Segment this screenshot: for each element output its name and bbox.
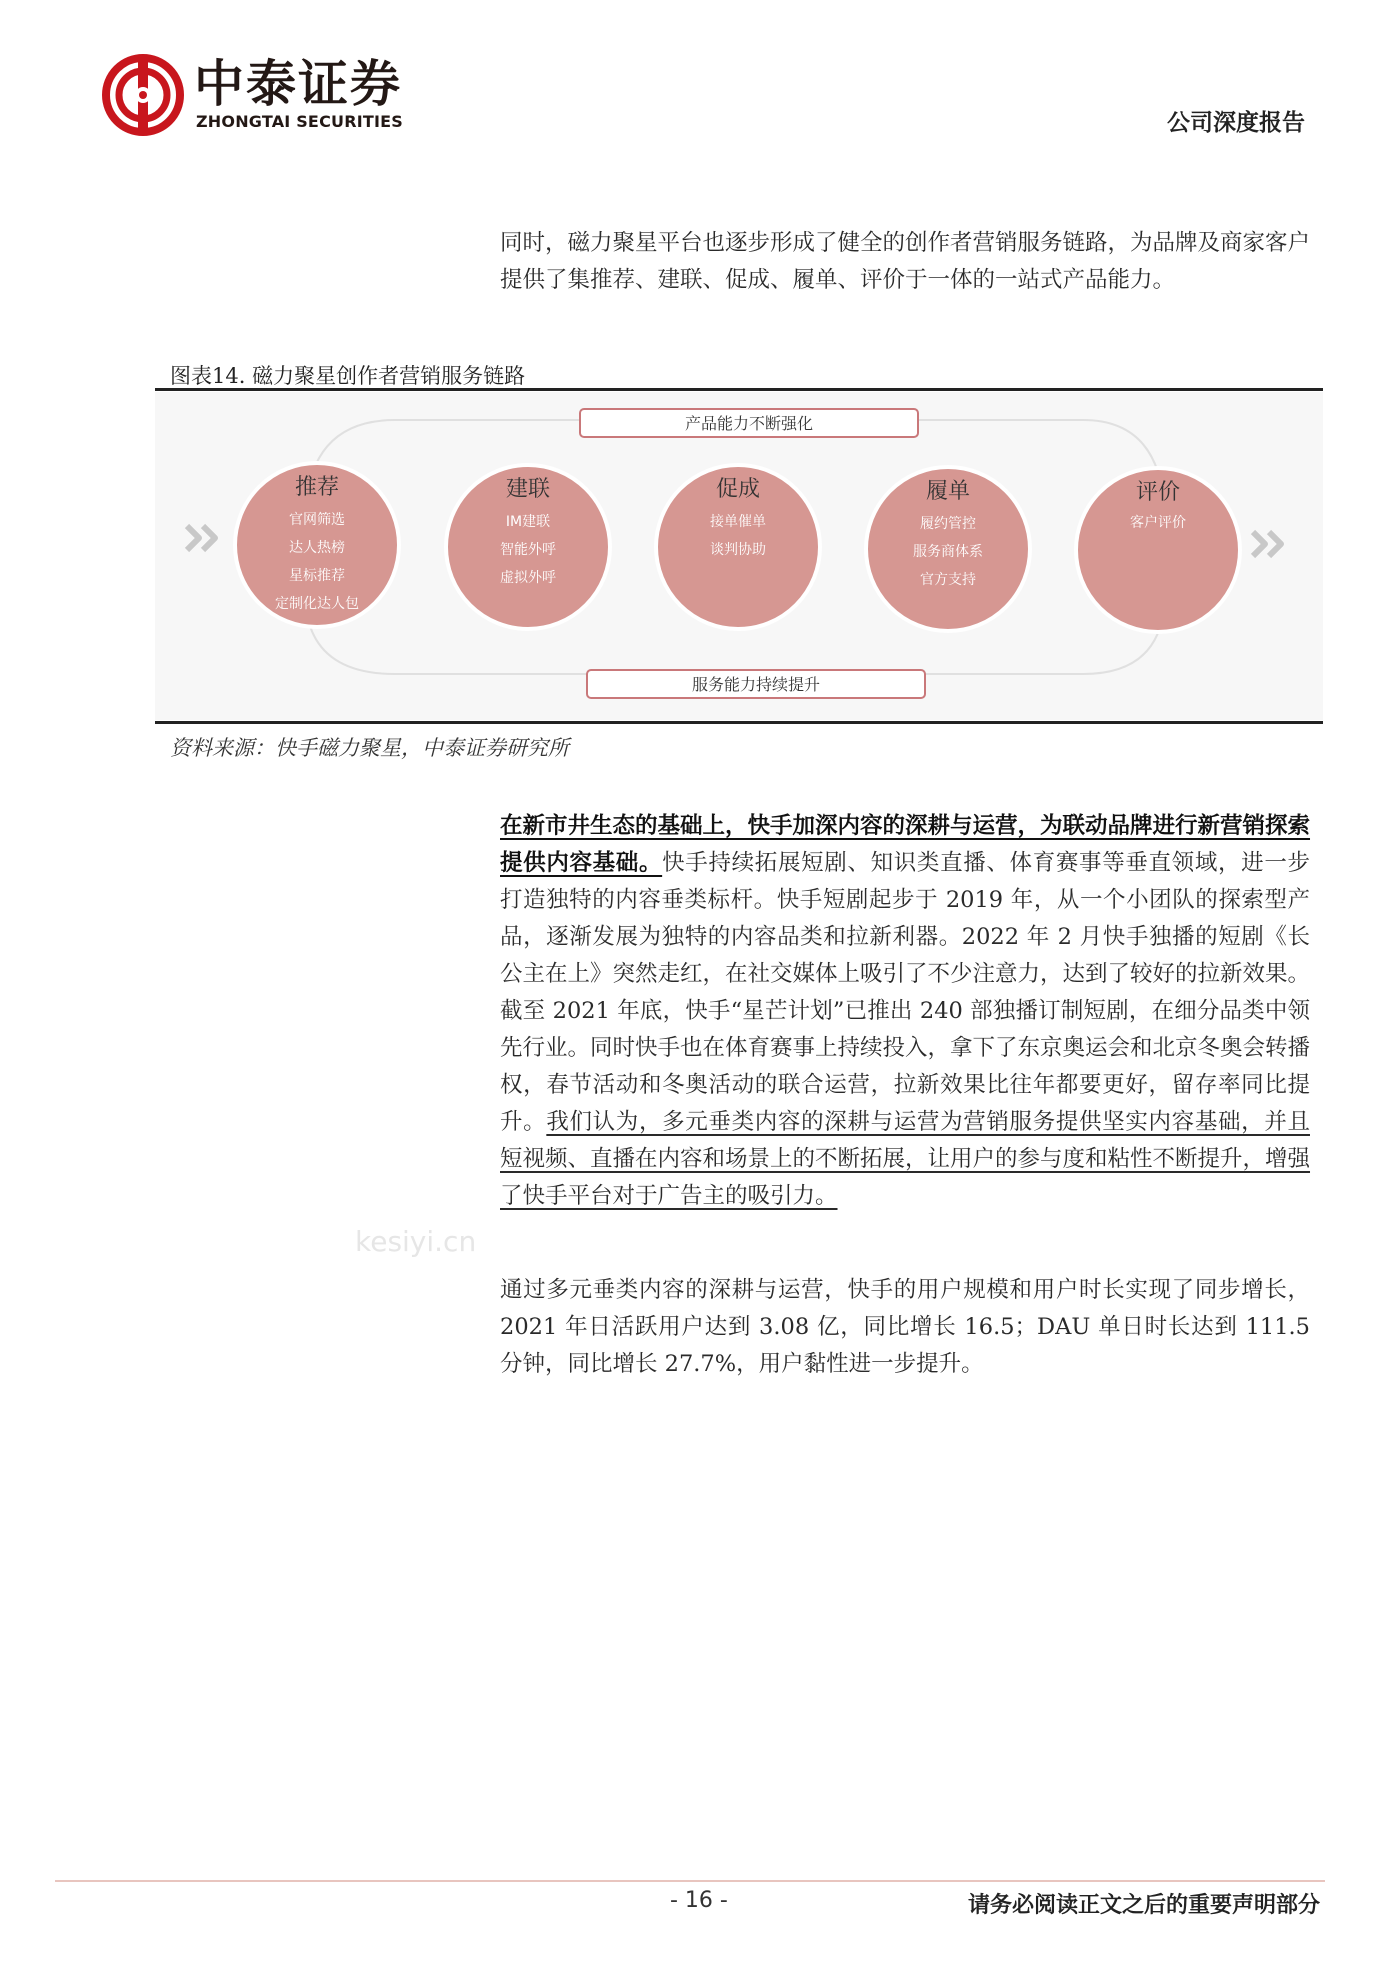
step-item: 履约管控 xyxy=(920,516,976,532)
step-item: IM建联 xyxy=(505,514,551,530)
step-title: 建联 xyxy=(505,477,551,502)
step-facilitate xyxy=(656,465,820,629)
step-item: 谈判协助 xyxy=(710,542,766,558)
report-type: 公司深度报告 xyxy=(1167,109,1305,136)
step-item: 星标推荐 xyxy=(289,568,345,584)
step-item: 服务商体系 xyxy=(913,544,983,560)
key-point-text: 在新市井生态的基础上，快手加深内容的深耕与运营，为联动品牌进行新营销探索提供内容基础。 xyxy=(500,813,1311,876)
page-number: - 16 - xyxy=(670,1888,728,1913)
watermark: kesiyi.cn xyxy=(355,1225,477,1258)
figure-source: 资料来源：快手磁力聚星，中泰证券研究所 xyxy=(170,736,569,760)
step-item: 智能外呼 xyxy=(500,542,556,558)
step-item: 客户评价 xyxy=(1130,515,1186,531)
step-title: 促成 xyxy=(715,477,761,502)
step-item: 定制化达人包 xyxy=(275,596,359,612)
top-label: 产品能力不断强化 xyxy=(684,414,814,433)
step-recommend xyxy=(235,463,399,627)
step-title: 推荐 xyxy=(294,475,340,500)
step-item: 官方支持 xyxy=(920,572,976,588)
step-title: 履单 xyxy=(925,479,971,504)
intro-paragraph: 同时，磁力聚星平台也逐步形成了健全的创作者营销服务链路，为品牌及商家客户提供了集推荐、建联、促成、履单、评价于一体的一站式产品能力。 xyxy=(500,230,1311,293)
step-evaluate xyxy=(1076,468,1240,632)
body-text: 快手持续拓展短剧、知识类直播、体育赛事等垂直领域，进一步打造独特的内容垂类标杆。快手短剧起步于 2019 年，从一个小团队的探索型产品，逐渐发展为独特的内容品类和拉新利器。2022 年 2 月快手独播的短剧《长公主在上》突然走红，在社交媒体上吸引了不少注意力，达到了较好的拉新效果。截至 2021 年底，快手“星芒计划”已推出 240 部独播订制短剧，在细分品类中领先行业。同时快手也在体育赛事上持续投入，拿下了东京奥运会和北京冬奥会转播权，春节活动和冬奥活动的联合运营，拉新效果比往年都要更好，留存率同比提升。 xyxy=(500,850,1311,1135)
footer-rule xyxy=(55,1880,1325,1882)
analyst-view-text: 我们认为，多元垂类内容的深耕与运营为营销服务提供坚实内容基础，并且短视频、直播在内容和场景上的不断拓展，让用户的参与度和粘性不断提升，增强了快手平台对于广告主的吸引力。 xyxy=(500,1109,1311,1209)
step-connect xyxy=(446,465,610,629)
right-chevrons-icon xyxy=(1253,532,1281,556)
step-item: 虚拟外呼 xyxy=(500,570,556,586)
figure-diagram xyxy=(155,392,1323,720)
step-title: 评价 xyxy=(1135,480,1181,505)
bottom-label: 服务能力持续提升 xyxy=(691,675,821,694)
zhongtai-logo-icon xyxy=(102,54,184,136)
content-paragraph xyxy=(500,808,1310,1215)
company-logo xyxy=(102,54,422,140)
left-chevrons-icon xyxy=(187,526,215,550)
brand-name-cn: 中泰证券 xyxy=(194,55,402,113)
figure-top-rule xyxy=(155,388,1323,391)
step-item: 接单催单 xyxy=(710,514,766,530)
step-item: 达人热榜 xyxy=(289,540,345,556)
step-item: 官网筛选 xyxy=(289,512,345,528)
service-chain-diagram xyxy=(155,392,1323,720)
brand-name-en: ZHONGTAI SECURITIES xyxy=(196,112,403,131)
disclaimer: 请务必阅读正文之后的重要声明部分 xyxy=(967,1892,1320,1918)
figure-title: 图表14. 磁力聚星创作者营销服务链路 xyxy=(170,364,526,388)
user-growth-paragraph: 通过多元垂类内容的深耕与运营，快手的用户规模和用户时长实现了同步增长，2021 年日活跃用户达到 3.08 亿，同比增长 16.5；DAU 单日时长达到 111.5 分钟，同比增长 27.7%，用户黏性进一步提升。 xyxy=(500,1277,1310,1377)
step-fulfill xyxy=(866,467,1030,631)
figure-bottom-rule xyxy=(155,721,1323,724)
